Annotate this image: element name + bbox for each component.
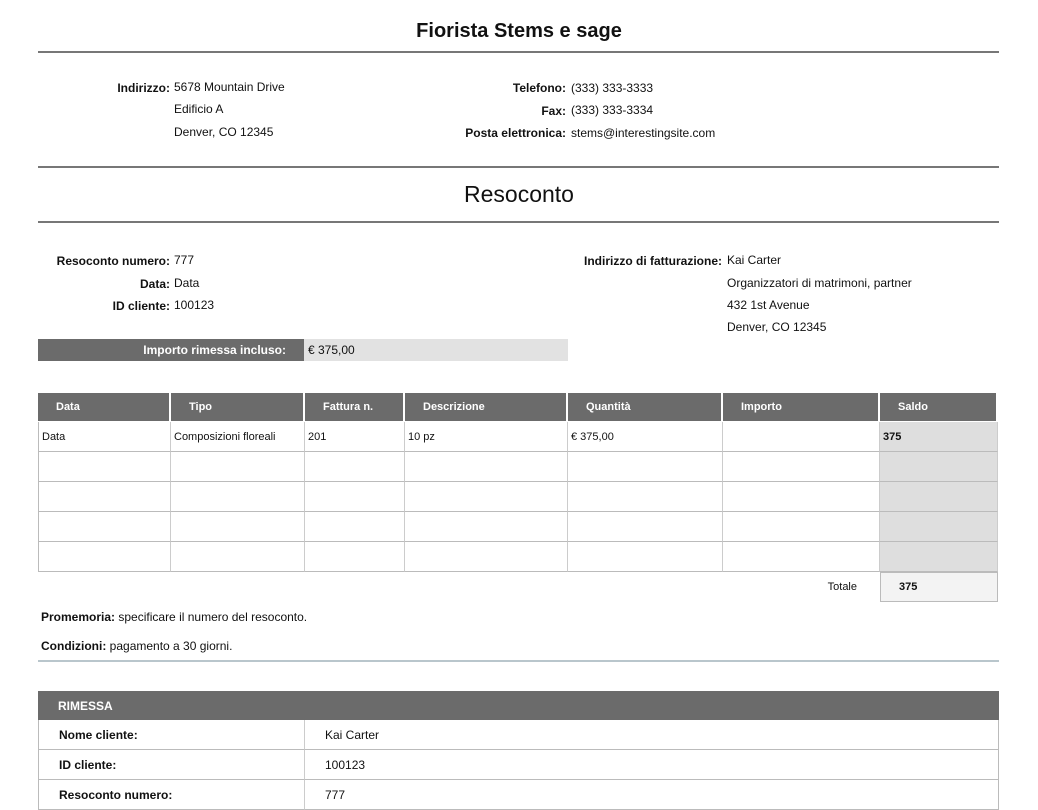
- table-cell: [305, 512, 405, 542]
- table-cell: [880, 512, 998, 542]
- terms-label: Condizioni:: [41, 639, 107, 653]
- column-header[interactable]: Data: [38, 393, 171, 421]
- table-cell: Data: [38, 422, 171, 452]
- fax-label: Fax:: [541, 104, 566, 118]
- table-cell: [38, 452, 171, 482]
- table-cell: [171, 482, 305, 512]
- address-line: 5678 Mountain Drive: [174, 80, 285, 94]
- table-cell: [568, 512, 723, 542]
- table-cell: [38, 542, 171, 572]
- address-line: Edificio A: [174, 102, 224, 116]
- terms-text: pagamento a 30 giorni.: [109, 639, 233, 653]
- terms: [41, 639, 232, 653]
- table-cell: [723, 452, 880, 482]
- column-header[interactable]: Saldo: [880, 393, 998, 421]
- table-cell: € 375,00: [568, 422, 723, 452]
- billing-line: Kai Carter: [727, 253, 782, 267]
- client-id: 100123: [174, 298, 215, 312]
- table-cell: [723, 542, 880, 572]
- number: 777: [174, 253, 195, 267]
- client-id-label: ID cliente:: [112, 299, 170, 313]
- column-header[interactable]: Quantità: [568, 393, 723, 421]
- table-cell: [405, 482, 568, 512]
- total-label: Totale: [827, 581, 857, 593]
- table-cell: [405, 452, 568, 482]
- address-line: Denver, CO 12345: [174, 125, 274, 139]
- reminder-text: specificare il numero del resoconto.: [118, 610, 308, 624]
- fax: (333) 333-3334: [571, 103, 654, 117]
- table-cell: 375: [880, 422, 998, 452]
- table-cell: [723, 482, 880, 512]
- table-cell: [723, 422, 880, 452]
- divider: [38, 51, 999, 53]
- reminder: [41, 610, 307, 624]
- email-label: Posta elettronica:: [465, 126, 566, 140]
- table-cell: [305, 452, 405, 482]
- divider: [38, 660, 999, 662]
- table-cell: [305, 482, 405, 512]
- table-cell: [305, 542, 405, 572]
- table-cell: [568, 452, 723, 482]
- billing-line: 432 1st Avenue: [727, 298, 810, 312]
- column-header[interactable]: Tipo: [171, 393, 305, 421]
- table-cell: [405, 542, 568, 572]
- table-cell: 10 pz: [405, 422, 568, 452]
- remit-included-value: € 375,00: [304, 339, 568, 361]
- remit-included-label: Importo rimessa incluso:: [38, 339, 304, 361]
- divider: [38, 221, 999, 223]
- table-cell: [880, 482, 998, 512]
- document-title: Resoconto: [464, 181, 574, 207]
- remittance-value: 777: [305, 780, 999, 810]
- remittance-label: Resoconto numero:: [38, 780, 305, 810]
- remittance-title: RIMESSA: [38, 691, 999, 720]
- billing-line: Organizzatori di matrimoni, partner: [727, 276, 912, 290]
- table-cell: [880, 542, 998, 572]
- table-cell: [405, 512, 568, 542]
- table-cell: [880, 452, 998, 482]
- table-cell: [171, 542, 305, 572]
- company-name: Fiorista Stems e sage: [416, 20, 622, 42]
- billing-line: Denver, CO 12345: [727, 320, 827, 334]
- address-label: Indirizzo:: [117, 81, 170, 95]
- remittance-value: 100123: [305, 750, 999, 780]
- reminder-label: Promemoria:: [41, 610, 116, 624]
- remittance-value: Kai Carter: [305, 720, 999, 750]
- date-label: Data:: [139, 277, 170, 291]
- email[interactable]: stems@interestingsite.com: [571, 126, 716, 140]
- table-cell: [171, 512, 305, 542]
- remittance-label: ID cliente:: [38, 750, 305, 780]
- table-cell: 201: [305, 422, 405, 452]
- column-header[interactable]: Importo: [723, 393, 880, 421]
- table-cell: [723, 512, 880, 542]
- billing-label: Indirizzo di fatturazione:: [584, 254, 722, 268]
- table-cell: [171, 452, 305, 482]
- remittance-label: Nome cliente:: [38, 720, 305, 750]
- table-cell: Composizioni floreali: [171, 422, 305, 452]
- number-label: Resoconto numero:: [56, 254, 170, 268]
- date: Data: [174, 276, 200, 290]
- column-header[interactable]: Fattura n.: [305, 393, 405, 421]
- total-value: 375: [880, 572, 998, 602]
- column-header[interactable]: Descrizione: [405, 393, 568, 421]
- phone: (333) 333-3333: [571, 81, 654, 95]
- table-cell: [38, 482, 171, 512]
- phone-label: Telefono:: [512, 81, 566, 95]
- table-cell: [568, 482, 723, 512]
- table-cell: [38, 512, 171, 542]
- divider: [38, 166, 999, 168]
- table-cell: [568, 542, 723, 572]
